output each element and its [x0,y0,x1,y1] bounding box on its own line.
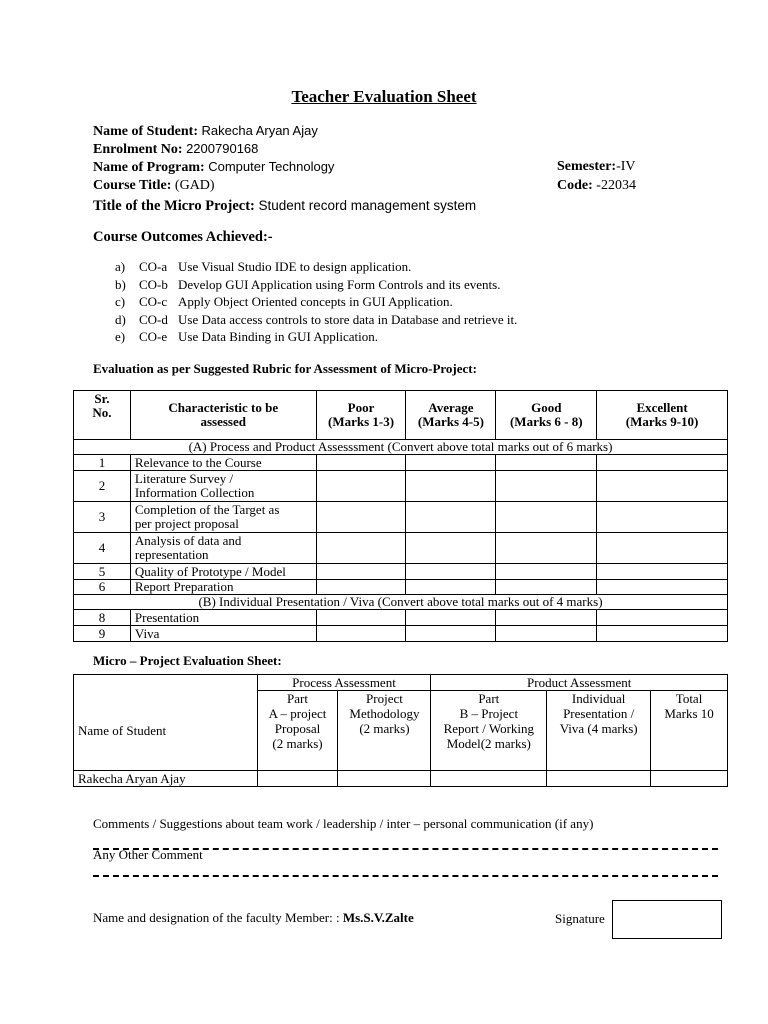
methodology-marks-cell[interactable] [338,771,431,787]
list-letter: a) [115,259,126,274]
student-name-line [93,122,318,141]
project-title-label: Title of the Micro Project: [93,198,255,214]
header-text: Part [287,691,308,706]
poor-cell[interactable] [316,564,406,580]
excellent-cell[interactable] [597,564,728,580]
row-characteristic: Viva [130,626,316,642]
header-text: Methodology [349,706,420,721]
row-characteristic: Report Preparation [130,580,316,595]
row-characteristic: Presentation [130,610,316,626]
outcomes-heading: Course Outcomes Achieved:- [93,229,273,245]
part-a-header [257,691,338,771]
poor-cell[interactable] [316,455,406,471]
outcome-code: CO-b [139,276,168,292]
col-poor-header [316,391,406,440]
good-cell[interactable] [496,580,597,595]
list-item [115,311,517,329]
row-number: 4 [74,533,131,564]
total-marks-header [651,691,728,771]
outcome-code: CO-c [139,294,168,309]
header-text: B – Project [459,706,519,721]
rubric-heading: Evaluation as per Suggested Rubric for Assessment of Micro-Project: [93,361,477,376]
section-a-row [74,440,728,455]
presentation-marks-cell[interactable] [547,771,651,787]
micro-group-header-row [74,675,728,691]
part-b-marks-cell[interactable] [431,771,547,787]
poor-cell[interactable] [316,580,406,595]
list-item [115,293,517,311]
micro-header-row [74,691,728,771]
project-title-value: Student record management system [258,198,477,213]
process-assessment-header: Process Assessment [257,675,431,691]
table-row [74,564,728,580]
header-text: Presentation / [563,706,635,721]
list-item [115,328,517,346]
faculty-name: Ms.S.V.Zalte [342,910,414,925]
row-characteristic [130,533,316,564]
list-letter: c) [115,294,126,309]
outcome-text: Apply Object Oriented concepts in GUI Application. [178,294,453,309]
signature-label: Signature [555,911,605,926]
row-characteristic-line: Completion of the Target as [134,502,280,517]
header-text: Poor [347,400,375,415]
outcome-text: Use Visual Studio IDE to design application. [178,259,412,274]
header-text: Report / Working [443,721,535,736]
excellent-cell[interactable] [597,626,728,642]
course-label: Course Title: [93,178,172,193]
row-number: 2 [74,471,131,502]
table-row [74,471,728,502]
header-text: (Marks 9-10) [625,414,699,429]
table-row [74,771,728,787]
course-line [93,177,215,195]
row-characteristic [130,502,316,533]
rubric-table [73,390,728,642]
header-text: (2 marks) [359,721,410,736]
program-label: Name of Program: [93,160,205,175]
header-text: Average [428,400,474,415]
header-text: Excellent [636,400,688,415]
header-text: Total [675,691,703,706]
good-cell[interactable] [496,610,597,626]
section-b-row [74,595,728,610]
average-cell[interactable] [406,533,496,564]
list-item [115,258,517,276]
good-cell[interactable] [496,502,597,533]
other-comment-label: Any Other Comment [93,847,203,862]
signature-box[interactable] [612,900,722,939]
good-cell[interactable] [496,455,597,471]
part-a-marks-cell[interactable] [257,771,338,787]
outcome-text: Use Data access controls to store data in Database and retrieve it. [178,311,518,327]
good-cell[interactable] [496,626,597,642]
faculty-label: Name and designation of the faculty Member: : [93,910,343,925]
micro-heading: Micro – Project Evaluation Sheet: [93,653,282,668]
list-letter: b) [115,276,126,292]
header-text: Proposal [274,721,321,736]
row-characteristic-line: Literature Survey / [134,471,234,486]
row-number: 3 [74,502,131,533]
row-characteristic-line: Information Collection [134,485,255,500]
program-value: Computer Technology [208,159,335,174]
program-line [93,158,334,177]
student-name-value: Rakecha Aryan Ajay [201,123,318,138]
header-text: (Marks 6 - 8) [509,414,583,429]
outcome-code: CO-a [139,259,168,274]
row-characteristic: Quality of Prototype / Model [130,564,316,580]
row-number: 9 [74,626,131,642]
row-characteristic-line: representation [134,547,209,562]
header-text: Individual [571,691,626,706]
table-row [74,533,728,564]
code-line [557,177,636,195]
average-cell[interactable] [406,455,496,471]
list-letter: e) [115,329,126,344]
header-text: No. [92,405,112,420]
good-cell[interactable] [496,471,597,502]
header-text: Marks 10 [664,706,714,721]
col-excellent-header [597,391,728,440]
list-letter: d) [115,311,126,327]
semester-line [557,158,636,176]
table-row [74,502,728,533]
outcomes-list [115,258,517,346]
header-text: Part [478,691,500,706]
row-number: 8 [74,610,131,626]
row-characteristic-line: per project proposal [134,516,239,531]
product-assessment-header: Product Assessment [431,675,728,691]
other-comment-line[interactable] [93,875,718,877]
excellent-cell[interactable] [597,471,728,502]
rubric-header-row [74,391,728,440]
enrolment-line [93,140,258,159]
table-row [74,610,728,626]
outcome-text: Develop GUI Application using Form Controls and its events. [178,276,501,292]
row-number: 5 [74,564,131,580]
table-row [74,626,728,642]
good-cell[interactable] [496,533,597,564]
student-name-cell: Rakecha Aryan Ajay [74,771,258,787]
row-characteristic-line: Analysis of data and [134,533,242,548]
semester-value: -IV [616,159,636,174]
poor-cell[interactable] [316,533,406,564]
table-row [74,455,728,471]
row-number: 6 [74,580,131,595]
header-text: Viva (4 marks) [559,721,638,736]
excellent-cell[interactable] [597,610,728,626]
part-b-header [431,691,547,771]
average-cell[interactable] [406,564,496,580]
micro-evaluation-table [73,674,728,787]
header-text: Good [531,400,562,415]
col-average-header [406,391,496,440]
poor-cell[interactable] [316,626,406,642]
excellent-cell[interactable] [597,455,728,471]
course-value: (GAD) [174,178,215,193]
faculty-line [93,910,414,926]
average-cell[interactable] [406,626,496,642]
page-title: Teacher Evaluation Sheet [291,87,477,106]
poor-cell[interactable] [316,502,406,533]
table-row [74,580,728,595]
total-marks-cell[interactable] [651,771,728,787]
excellent-cell[interactable] [597,580,728,595]
blank-header-cell [74,675,258,691]
average-cell[interactable] [406,471,496,502]
team-comments-label: Comments / Suggestions about team work / leadership / inter – personal communication (if any) [93,816,594,831]
header-text: Sr. [94,391,110,406]
code-label: Code: [557,178,593,193]
col-good-header [496,391,597,440]
outcome-code: CO-d [139,311,168,327]
row-characteristic [130,471,316,502]
average-cell[interactable] [406,502,496,533]
section-b-label: (B) Individual Presentation / Viva (Convert above total marks out of 4 marks) [74,595,728,610]
header-text: A – project [268,706,327,721]
good-cell[interactable] [496,564,597,580]
semester-label: Semester: [557,159,617,174]
average-cell[interactable] [406,580,496,595]
list-item [115,276,517,294]
average-cell[interactable] [406,610,496,626]
code-value: -22034 [596,178,636,193]
individual-presentation-header [547,691,651,771]
student-name-label: Name of Student: [93,124,198,139]
excellent-cell[interactable] [597,533,728,564]
enrolment-label: Enrolment No: [93,142,183,157]
col-characteristic-header [130,391,316,440]
header-text: (Marks 1-3) [327,414,395,429]
header-text: Model(2 marks) [446,736,531,751]
row-characteristic: Relevance to the Course [130,455,316,471]
col-sr-header [74,391,131,440]
project-title-line [93,197,476,215]
section-a-label: (A) Process and Product Assesssment (Convert above total marks out of 6 marks) [74,440,728,455]
methodology-header [338,691,431,771]
outcome-code: CO-e [139,329,168,344]
header-text: (2 marks) [272,736,323,751]
header-text: Project [366,691,403,706]
poor-cell[interactable] [316,471,406,502]
outcome-text: Use Data Binding in GUI Application. [178,329,379,344]
excellent-cell[interactable] [597,502,728,533]
enrolment-value: 2200790168 [186,141,259,156]
header-text: Characteristic to be [168,400,279,415]
name-of-student-header: Name of Student [74,691,258,771]
row-number: 1 [74,455,131,471]
header-text: assessed [200,414,246,429]
poor-cell[interactable] [316,610,406,626]
header-text: (Marks 4-5) [417,414,484,429]
